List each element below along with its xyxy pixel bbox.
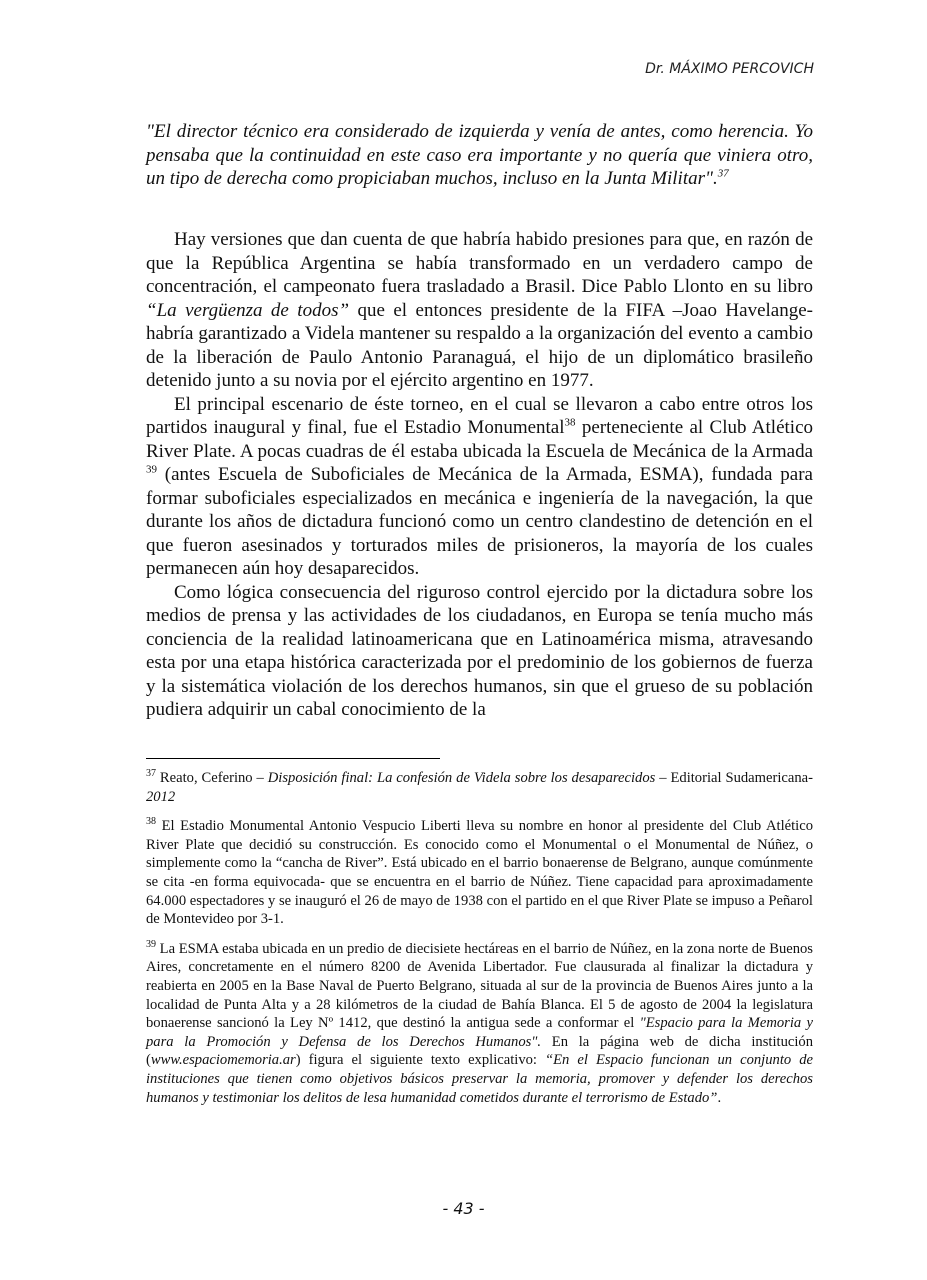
footnote-37 — [146, 769, 813, 806]
paragraph-1 — [146, 228, 813, 393]
footnote-37-year: 2012 — [146, 788, 176, 805]
footnote-39-end: . — [717, 1089, 722, 1106]
footnote-separator — [146, 758, 440, 759]
paragraph-2-text-c: (antes Escuela de Suboficiales de Mecánica de la Armada, ESMA), fundada para formar suboficiales especializados en mecánica e ingeniería de la navegación, la que durante los años de dictadura funcionó como un centro clandestino de detención en el que fueron asesinados y torturados miles de prisioneros, la mayoría de los cuales permanecen aún hoy desaparecidos. — [146, 464, 813, 579]
footnote-39-url[interactable]: www.espaciomemoria.ar — [150, 1052, 296, 1069]
footnote-ref-39[interactable]: 39 — [146, 463, 157, 476]
footnote-39 — [146, 940, 813, 1107]
footnote-38 — [146, 817, 813, 929]
footnote-number: 38 — [146, 816, 156, 828]
footnote-39-text-c: ) figura el siguiente texto explicativo: — [295, 1052, 546, 1069]
book-title: “La vergüenza de todos” — [146, 299, 350, 321]
quote-text: "El director técnico era considerado de izquierda y venía de antes, como herencia. Yo pensaba que la continuidad en este caso era importante y no quería que viniera otro, un tipo de derecha como propiciaban muchos, incluso en la Junta Militar". — [146, 121, 813, 189]
paragraph-2-text-b: perteneciente al Club Atlético River Plate. A pocas cuadras de él estaba ubicada la Escuela de Mecánica de la Armada — [146, 417, 813, 462]
main-text — [146, 228, 813, 722]
footnote-number: 39 — [146, 938, 156, 950]
paragraph-2 — [146, 393, 813, 581]
footnote-39-institution-name: "Espacio para la Memoria y para la Promoción y Defensa de los Derechos Humanos". — [146, 1015, 813, 1050]
paragraph-3: Como lógica consecuencia del riguroso control ejercido por la dictadura sobre los medios de prensa y las actividades de los ciudadanos, en Europa se tenía mucho más conciencia de la realidad latinoamericana que en Latinoamérica misma, atravesando esta por una etapa histórica caracterizada por el predominio de los gobiernos de fuerza y la sistemática violación de los derechos humanos, sin que el grueso de su población pudiera adquirir un cabal conocimiento de la — [146, 581, 813, 720]
page-number: - 43 - — [442, 1199, 485, 1218]
paragraph-1-text-a: Hay versiones que dan cuenta de que habría habido presiones para que, en razón de que la República Argentina se había transformado en un verdadero campo de concentración, el campeonato fuera trasladado a Brasil. Dice Pablo Llonto en su libro — [146, 229, 813, 297]
footnote-39-text-b: En la página web de dicha institución ( — [146, 1033, 813, 1069]
running-header-author: Dr. MÁXIMO PERCOVICH — [645, 61, 814, 77]
footnote-ref-37[interactable]: 37 — [717, 167, 729, 180]
footnote-37-text-a: Reato, Ceferino – — [156, 770, 268, 786]
footnotes — [146, 769, 813, 1118]
paragraph-1-text-b: que el entonces presidente de la FIFA –Joao Havelange- habría garantizado a Videla mantener su respaldo a la organización del evento a cambio de la liberación de Paulo Antonio Paranaguá, el hijo de un diplomático brasileño detenido junto a su novia por el ejército argentino en 1977. — [146, 299, 813, 391]
footnote-37-title: Disposición final: La confesión de Videla sobre los desaparecidos — [267, 770, 656, 786]
paragraph-2-text-a: El principal escenario de éste torneo, en el cual se llevaron a cabo entre otros los partidos inaugural y final, fue el Estadio Monumental — [146, 393, 813, 438]
footnote-39-text-a: La ESMA estaba ubicada en un predio de diecisiete hectáreas en el barrio de Núñez, en la zona norte de Buenos Aires, concretamente en el número 8200 de Avenida Libertador. Fue clausurada al finalizar la dictadura y reabierta en 2005 en la Base Naval de Puerto Belgrano, situada al sur de la provincia de Buenos Aires junto a la localidad de Punta Alta y a 28 kilómetros de la ciudad de Bahía Blanca. El 5 de agosto de 2004 la legislatura bonaerense sancionó la Ley Nº 1412, que destinó la antigua sede a conformar el — [146, 940, 813, 1032]
footnote-37-text-b: – Editorial Sudamericana- — [655, 770, 813, 786]
footnote-number: 37 — [146, 768, 156, 780]
footnote-39-quote: “En el Espacio funcionan un conjunto de instituciones que tienen como objetivos básicos preservar la memoria, promover y defender los derechos humanos y testimoniar los delitos de lesa humanidad cometidos durante el terrorismo de Estado” — [146, 1052, 814, 1106]
block-quote — [146, 120, 813, 191]
footnote-ref-38[interactable]: 38 — [564, 416, 576, 429]
footnote-38-text: El Estadio Monumental Antonio Vespucio Liberti lleva su nombre en honor al presidente del Club Atlético River Plate que decidió su construcción. Es conocido como el Monumental o el Monumental de Núñez, o simplemente como la “cancha de River”. Está ubicado en el barrio bonaerense de Belgrano, aunque comúnmente se cita -en forma equivocada- que se encuentra en el barrio de Núñez. Tiene capacidad para aproximadamente 64.000 espectadores y se inauguró el 26 de mayo de 1938 con el partido en el que River Plate se impuso a Peñarol de Montevideo por 3-1. — [146, 818, 813, 928]
